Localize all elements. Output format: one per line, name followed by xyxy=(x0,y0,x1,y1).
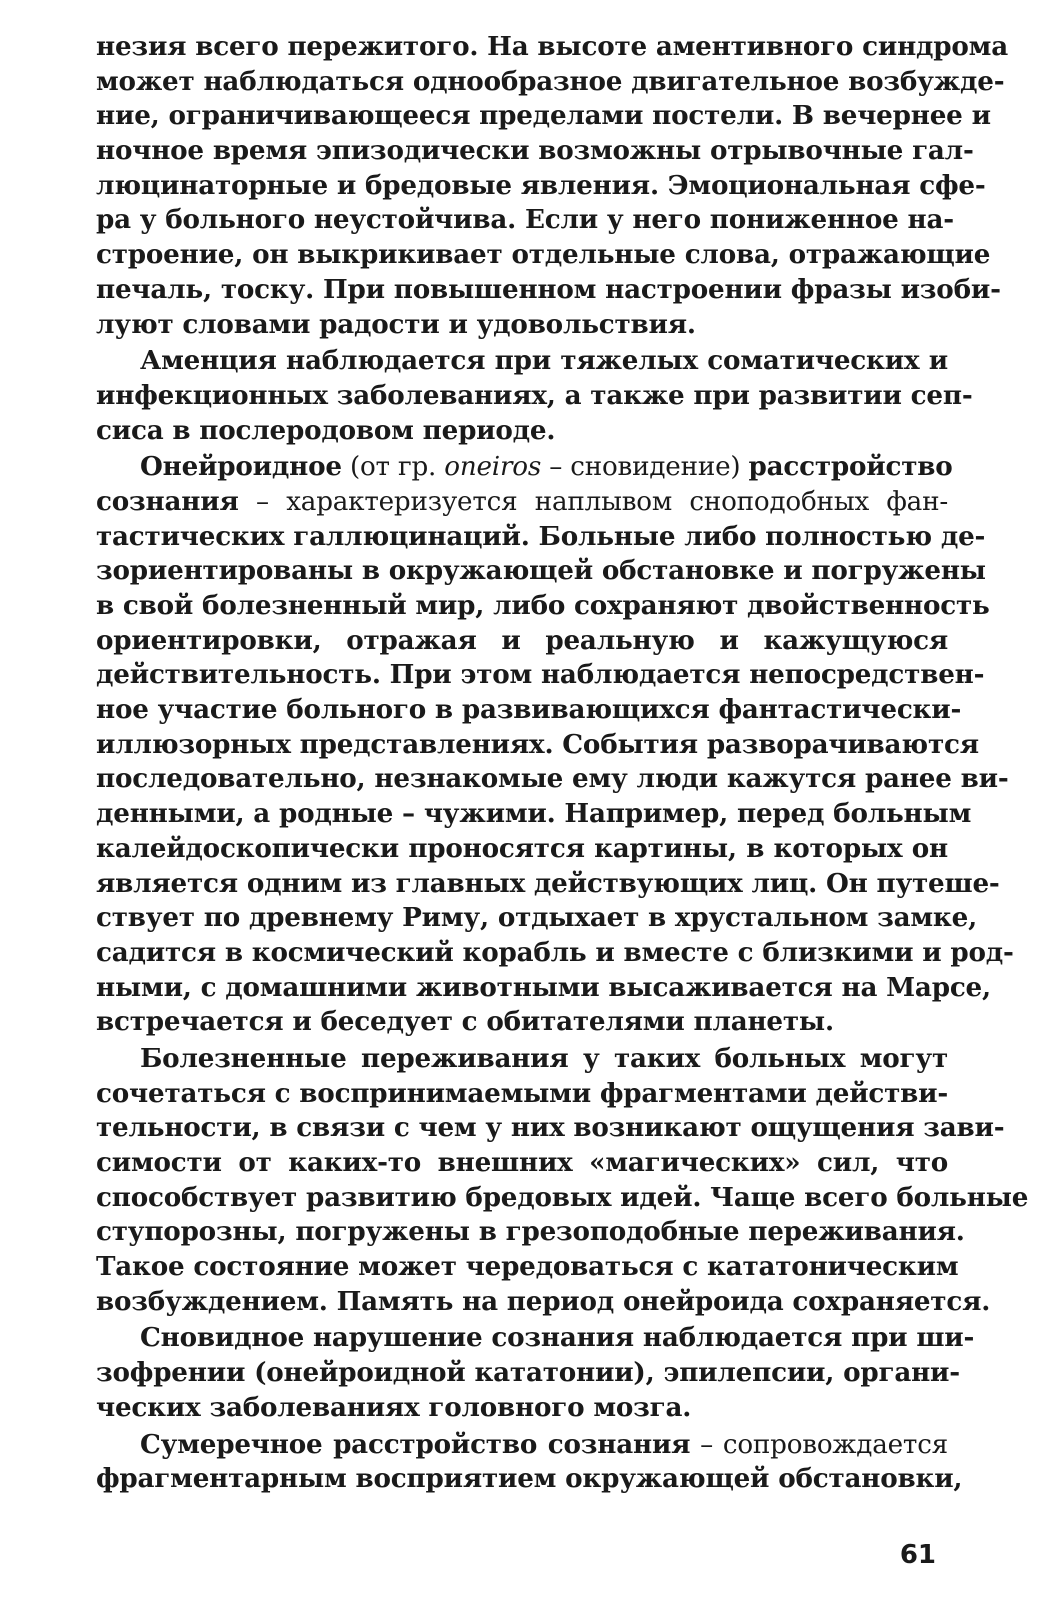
document-page xyxy=(96,30,1029,1497)
text-line: сиса в послеродовом периоде. xyxy=(96,414,556,446)
text-line: ствует по древнему Риму, отдыхает в хрустальном замке, xyxy=(96,902,978,934)
text-line: симости от каких-то внешних «магических» сил, что xyxy=(96,1147,948,1178)
text-line: тельности, в связи с чем у них возникают ощущения зави- xyxy=(96,1112,1005,1144)
text-line: калейдоскопически проносятся картины, в которых он xyxy=(96,832,948,864)
etymology-close: – сновидение) xyxy=(541,452,749,483)
text-line: денными, а родные – чужими. Например, перед больным xyxy=(96,798,972,830)
text-line: ное участие больного в развивающихся фантастически- xyxy=(96,694,962,726)
text-line: ние, ограничивающееся пределами постели. В вечернее и xyxy=(96,100,991,132)
text-line: возбуждением. Память на период онейроида сохраняется. xyxy=(96,1285,991,1317)
paragraph-3 xyxy=(96,450,1014,1040)
text-line xyxy=(96,450,953,485)
text-line: Такое состояние может чередоваться с кататоническим xyxy=(96,1251,959,1283)
text-line: луют словами радости и удовольствия. xyxy=(96,308,696,340)
text-line: ступорозны, погружены в грезоподобные переживания. xyxy=(96,1216,965,1248)
text-line: сочетаться с воспринимаемыми фрагментами действи- xyxy=(96,1077,949,1109)
text-line: фрагментарным восприятием окружающей обстановки, xyxy=(96,1463,963,1495)
text-line: в свой болезненный мир, либо сохраняют двойственность xyxy=(96,590,990,621)
text-line: является одним из главных действующих лиц. Он путеше- xyxy=(96,867,1000,899)
paragraph-4 xyxy=(96,1042,1029,1320)
etymology-term: oneiros xyxy=(444,452,542,483)
etymology-open: (от гр. xyxy=(341,452,445,483)
page-number: 61 xyxy=(899,1540,936,1570)
text-line xyxy=(96,1428,948,1463)
text-line: зофрении (онейроидной кататонии), эпилепсии, органи- xyxy=(96,1357,960,1389)
paragraph-1 xyxy=(96,30,1009,342)
text-line: ра у больного неустойчива. Если у него пониженное на- xyxy=(96,204,954,236)
text-line: ными, с домашними животными высаживается на Марсе, xyxy=(96,971,991,1003)
paragraph-5 xyxy=(96,1321,975,1425)
text-line: способствует развитию бредовых идей. Чаще всего больные xyxy=(96,1181,1029,1213)
text-line: садится в космический корабль и вместе с близкими и род- xyxy=(96,936,1014,968)
text-line: действительность. При этом наблюдается непосредствен- xyxy=(96,659,985,691)
text-line: может наблюдаться однообразное двигательное возбужде- xyxy=(96,65,1005,97)
text-line: строение, он выкрикивает отдельные слова, отражающие xyxy=(96,239,991,271)
text-line: ориентировки, отражая и реальную и кажущуюся xyxy=(96,624,948,656)
term-disorder: расстройство xyxy=(748,451,953,483)
text-line: Сновидное нарушение сознания наблюдается при ши- xyxy=(140,1322,975,1354)
text-line xyxy=(96,485,948,520)
paragraph-6 xyxy=(96,1428,963,1497)
definition-text: – сопровождается xyxy=(690,1429,948,1460)
text-line: печаль, тоску. При повышенном настроении фразы изоби- xyxy=(96,273,1001,305)
term-consciousness: сознания xyxy=(96,485,239,517)
term-twilight-disorder: Сумеречное расстройство сознания xyxy=(140,1428,691,1460)
definition-text: – характеризуется наплывом сноподобных фан- xyxy=(238,486,948,517)
text-line: зориентированы в окружающей обстановке и погружены xyxy=(96,555,986,587)
text-line: тастических галлюцинаций. Больные либо полностью де- xyxy=(96,520,986,552)
text-line: ночное время эпизодически возможны отрывочные гал- xyxy=(96,135,974,167)
text-line: последовательно, незнакомые ему люди кажутся ранее ви- xyxy=(96,763,1009,795)
text-line: инфекционных заболеваниях, а также при развитии сеп- xyxy=(96,379,973,411)
text-line: незия всего пережитого. На высоте аментивного синдрома xyxy=(96,31,1009,62)
text-line: встречается и беседует с обитателями планеты. xyxy=(96,1006,834,1038)
text-line: Болезненные переживания у таких больных могут xyxy=(140,1042,948,1074)
text-line: Аменция наблюдается при тяжелых соматических и xyxy=(140,345,948,377)
text-line: ческих заболеваниях головного мозга. xyxy=(96,1391,692,1423)
term-oneiroid: Онейроидное xyxy=(140,451,342,483)
text-line: люцинаторные и бредовые явления. Эмоциональная сфе- xyxy=(96,169,986,201)
text-line: иллюзорных представлениях. События разворачиваются xyxy=(96,728,979,760)
paragraph-2 xyxy=(96,344,973,448)
